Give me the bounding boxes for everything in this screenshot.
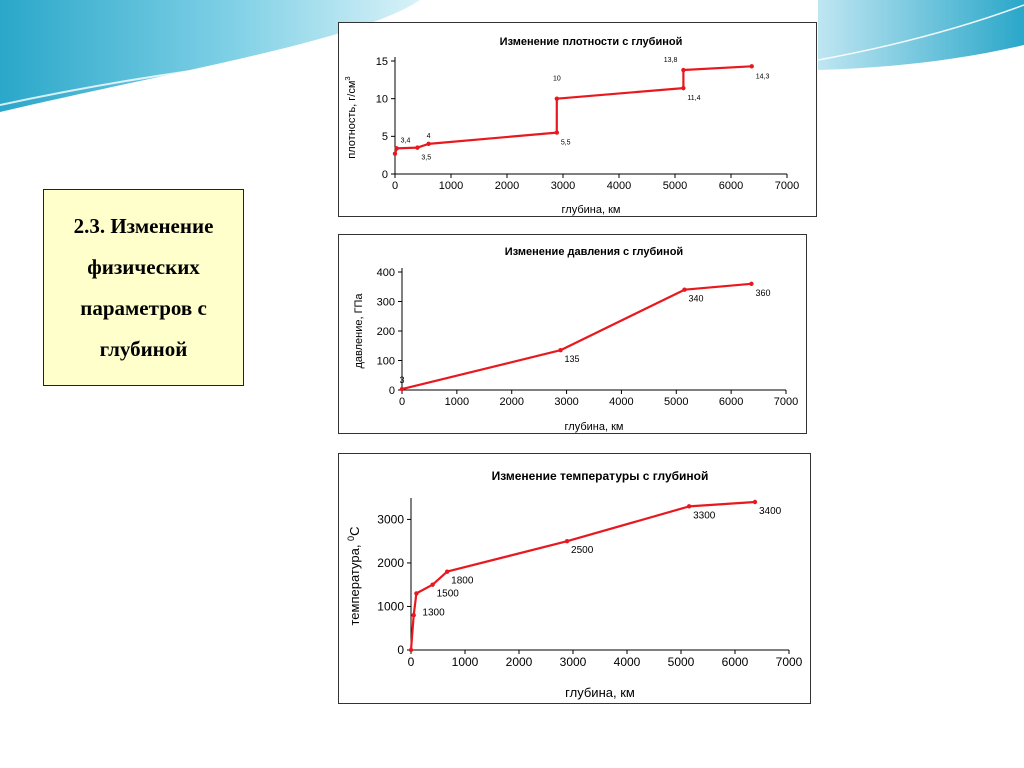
data-label: 3,5 [421,154,432,162]
data-point [565,539,569,543]
x-tick-label: 4000 [606,180,632,192]
density-chart [339,23,816,216]
data-label: 1500 [436,588,459,600]
y-tick-label: 400 [376,266,395,279]
y-tick-label: 0 [397,643,404,658]
data-point [400,387,404,391]
data-point [750,64,754,68]
data-point [430,583,434,587]
slide-title-box [43,189,244,386]
chart-title: Изменение плотности с глубиной [499,36,683,48]
x-tick-label: 1000 [438,180,464,192]
y-axis-label: давление, ГПа [353,293,365,369]
data-point [409,648,413,652]
data-label: 13,8 [663,57,678,65]
x-tick-label: 0 [398,396,406,408]
x-tick-label: 7000 [773,396,799,408]
x-tick-label: 5000 [667,655,695,669]
data-point [558,348,562,352]
slide-title: 2.3. Изменение физических параметров с глубиной [73,213,214,361]
x-tick-label: 2000 [499,396,524,408]
data-label: 1800 [451,575,474,587]
data-label: 3 [399,375,405,386]
data-point [753,500,757,504]
data-point [749,282,753,286]
data-point [682,288,686,292]
x-tick-label: 3000 [559,655,587,669]
data-label: 5,5 [560,139,571,147]
data-label: 4 [426,132,431,140]
x-axis-label: глубина, км [564,421,624,433]
data-label: 3,4 [400,137,411,145]
series-line [395,66,752,153]
data-label: 3300 [693,510,716,522]
y-label-superscript: 3 [343,76,352,81]
data-point [415,145,419,149]
y-tick-label: 10 [375,93,388,106]
x-tick-label: 3000 [554,396,579,408]
data-label: 360 [755,287,771,298]
data-point [687,504,691,508]
density-chart-panel [338,22,817,217]
x-axis-label: глубина, км [565,685,635,700]
x-tick-label: 1000 [444,396,470,408]
y-tick-label: 2000 [377,556,404,571]
data-point [681,68,685,72]
data-label: 14,3 [755,73,770,81]
data-label: 11,4 [687,95,701,103]
data-label: 2500 [571,545,594,557]
y-label-superscript: 0 [346,535,356,541]
x-tick-label: 0 [407,655,415,669]
temperature-chart [339,454,810,703]
data-point [426,142,430,146]
x-tick-label: 7000 [774,180,800,192]
top-right-swoosh [818,0,1024,70]
data-point [414,591,418,595]
y-tick-label: 15 [375,55,388,68]
y-tick-label: 300 [376,296,395,309]
x-tick-label: 7000 [775,655,803,669]
data-point [681,86,685,90]
x-tick-label: 5000 [664,396,689,408]
y-tick-label: 5 [381,131,388,144]
x-axis-label: глубина, км [561,204,621,216]
data-point [393,151,397,155]
data-point [555,130,559,134]
data-label: 340 [688,293,704,304]
y-axis-label: температура, $^0$C [346,526,362,626]
y-tick-label: 1000 [377,599,404,614]
data-label: 135 [564,354,580,365]
data-point [445,569,449,573]
x-tick-label: 4000 [613,655,641,669]
x-tick-label: 2000 [505,655,533,669]
y-tick-label: 200 [376,325,395,338]
data-point [412,613,416,617]
y-axis-label: плотность, $г/см^3$ [343,76,358,159]
chart-title: Изменение давления с глубиной [504,246,684,258]
data-label: 3400 [758,506,782,517]
temperature-chart-panel [338,453,811,704]
pressure-chart-panel [338,234,807,434]
x-tick-label: 6000 [721,655,749,669]
y-tick-label: 0 [388,384,395,397]
x-tick-label: 0 [391,180,399,192]
data-label: 1300 [422,607,445,619]
chart-title: Изменение температуры с глубиной [491,469,709,483]
data-label: 10 [552,75,561,83]
x-tick-label: 6000 [718,180,744,192]
data-point [555,96,559,100]
x-tick-label: 2000 [494,180,520,192]
y-tick-label: 0 [381,168,388,181]
y-tick-label: 3000 [377,512,404,527]
x-tick-label: 6000 [718,396,744,408]
x-tick-label: 5000 [662,180,688,192]
x-tick-label: 4000 [609,396,634,408]
data-point [394,146,398,150]
pressure-chart [339,235,806,433]
x-tick-label: 3000 [550,180,576,192]
y-tick-label: 100 [376,355,395,368]
x-tick-label: 1000 [451,655,479,669]
